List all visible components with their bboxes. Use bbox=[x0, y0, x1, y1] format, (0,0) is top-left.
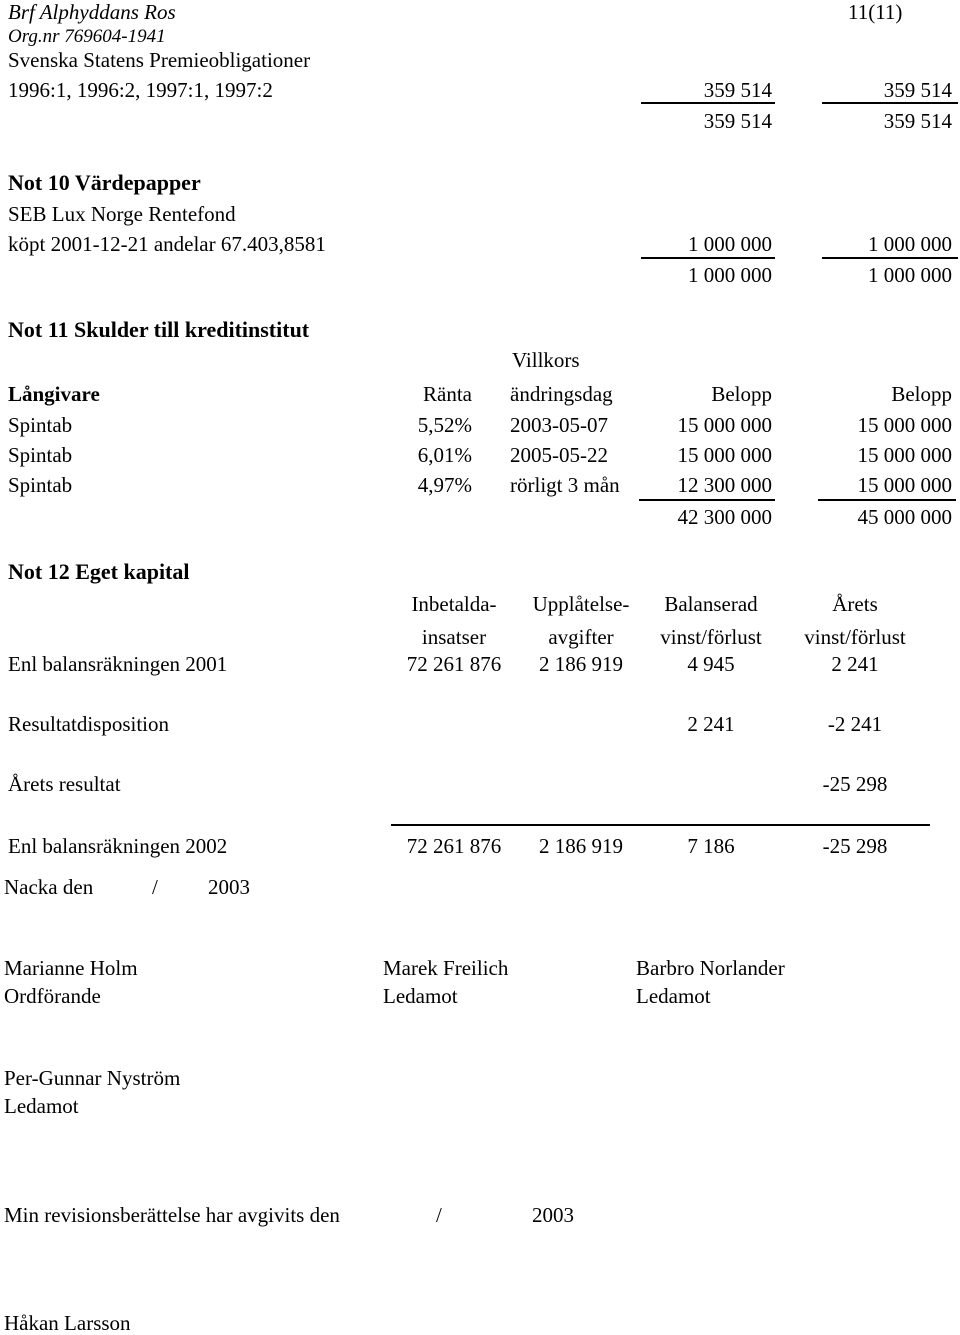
premie-underline-b bbox=[822, 102, 958, 104]
signer-2-name: Marek Freilich bbox=[383, 956, 509, 980]
not11-row2-date: 2005-05-22 bbox=[510, 443, 608, 467]
not11-row2-b: 15 000 000 bbox=[857, 443, 952, 467]
not11-row3-lender: Spintab bbox=[8, 473, 73, 497]
not12-row4-label: Enl balansräkningen 2002 bbox=[8, 834, 228, 858]
not12-h1-bot: insatser bbox=[421, 625, 487, 649]
premie-row-label: 1996:1, 1996:2, 1997:1, 1997:2 bbox=[8, 78, 273, 102]
not11-row2-a: 15 000 000 bbox=[677, 443, 772, 467]
not10-row-b: 1 000 000 bbox=[868, 232, 952, 256]
not12-row1-c4: 2 241 bbox=[831, 652, 879, 676]
not12-row1-c3: 4 945 bbox=[687, 652, 735, 676]
not10-line1: SEB Lux Norge Rentefond bbox=[8, 202, 236, 226]
not12-row3-label: Årets resultat bbox=[8, 772, 121, 796]
not12-row2-c4: -2 241 bbox=[827, 712, 883, 736]
not11-row1-rate: 5,52% bbox=[417, 413, 472, 437]
not10-sum-b: 1 000 000 bbox=[868, 263, 952, 287]
not12-h3-top: Balanserad bbox=[664, 592, 758, 616]
premie-underline-a bbox=[641, 102, 775, 104]
not11-row3-rate: 4,97% bbox=[417, 473, 472, 497]
signing-year: 2003 bbox=[208, 875, 250, 899]
not11-underline-a bbox=[639, 499, 775, 501]
not12-h1-top: Inbetalda- bbox=[411, 592, 497, 616]
signer-1-role: Ordförande bbox=[4, 984, 101, 1008]
not12-h4-top: Årets bbox=[832, 592, 878, 616]
not11-villkors: Villkors bbox=[512, 348, 580, 372]
not11-sum-b: 45 000 000 bbox=[857, 505, 952, 529]
not11-col-belopp-2002: Belopp bbox=[711, 382, 772, 406]
not11-row3-a: 12 300 000 bbox=[677, 473, 772, 497]
not11-row1-lender: Spintab bbox=[8, 413, 73, 437]
not12-row4-c1: 72 261 876 bbox=[406, 834, 502, 858]
premie-sum-a: 359 514 bbox=[703, 109, 772, 133]
not12-row1-c1: 72 261 876 bbox=[406, 652, 502, 676]
signing-slash: / bbox=[152, 875, 158, 899]
not12-h4-bot: vinst/förlust bbox=[804, 625, 906, 649]
not11-row3-b: 15 000 000 bbox=[857, 473, 952, 497]
signing-place: Nacka den bbox=[4, 875, 94, 899]
not10-underline-a bbox=[641, 257, 775, 259]
not12-row3-c4: -25 298 bbox=[822, 772, 888, 796]
revision-statement: Min revisionsberättelse har avgivits den bbox=[4, 1203, 340, 1227]
not12-heading: Not 12 Eget kapital bbox=[8, 559, 190, 584]
signer-3-name: Barbro Norlander bbox=[636, 956, 785, 980]
not11-heading: Not 11 Skulder till kreditinstitut bbox=[8, 317, 310, 342]
not10-heading: Not 10 Värdepapper bbox=[8, 170, 201, 195]
not11-col-andringsdag: ändringsdag bbox=[510, 382, 613, 406]
not11-sum-a: 42 300 000 bbox=[677, 505, 772, 529]
not11-row1-date: 2003-05-07 bbox=[510, 413, 608, 437]
not10-underline-b bbox=[822, 257, 958, 259]
not12-row4-c4: -25 298 bbox=[822, 834, 888, 858]
not12-total-underline bbox=[391, 824, 930, 826]
signer-1-name: Marianne Holm bbox=[4, 956, 138, 980]
not11-row1-a: 15 000 000 bbox=[677, 413, 772, 437]
auditor-name: Håkan Larsson bbox=[4, 1311, 131, 1335]
not11-col-langivare: Långivare bbox=[8, 382, 100, 406]
not12-row2-c3: 2 241 bbox=[687, 712, 735, 736]
not12-row4-c3: 7 186 bbox=[687, 834, 735, 858]
not12-h2-top: Upplåtelse- bbox=[532, 592, 630, 616]
not12-row4-c2: 2 186 919 bbox=[539, 834, 623, 858]
not10-row-a: 1 000 000 bbox=[688, 232, 772, 256]
not12-h2-bot: avgifter bbox=[548, 625, 614, 649]
not12-h3-bot: vinst/förlust bbox=[660, 625, 762, 649]
premie-title: Svenska Statens Premieobligationer bbox=[8, 48, 311, 72]
not11-col-ranta: Ränta bbox=[423, 382, 472, 406]
not12-row1-c2: 2 186 919 bbox=[539, 652, 623, 676]
revision-year: 2003 bbox=[532, 1203, 574, 1227]
page-number: 11(11) bbox=[848, 0, 903, 24]
not11-row3-date: rörligt 3 mån bbox=[510, 473, 620, 497]
org-number: Org.nr 769604-1941 bbox=[8, 26, 166, 47]
not11-col-belopp-2001: Belopp bbox=[891, 382, 952, 406]
company-name: Brf Alphyddans Ros bbox=[8, 0, 176, 24]
signer-3-role: Ledamot bbox=[636, 984, 711, 1008]
not10-line2: köpt 2001-12-21 andelar 67.403,8581 bbox=[8, 232, 326, 256]
not11-underline-b bbox=[818, 499, 956, 501]
not12-row1-label: Enl balansräkningen 2001 bbox=[8, 652, 228, 676]
not11-row2-lender: Spintab bbox=[8, 443, 73, 467]
not10-sum-a: 1 000 000 bbox=[688, 263, 772, 287]
premie-row-b: 359 514 bbox=[883, 78, 952, 102]
signer-4-role: Ledamot bbox=[4, 1094, 79, 1118]
premie-row-a: 359 514 bbox=[703, 78, 772, 102]
signer-4-name: Per-Gunnar Nyström bbox=[4, 1066, 181, 1090]
premie-sum-b: 359 514 bbox=[883, 109, 952, 133]
signer-2-role: Ledamot bbox=[383, 984, 458, 1008]
not12-row2-label: Resultatdisposition bbox=[8, 712, 170, 736]
not11-row1-b: 15 000 000 bbox=[857, 413, 952, 437]
not11-row2-rate: 6,01% bbox=[417, 443, 472, 467]
revision-slash: / bbox=[436, 1203, 442, 1227]
